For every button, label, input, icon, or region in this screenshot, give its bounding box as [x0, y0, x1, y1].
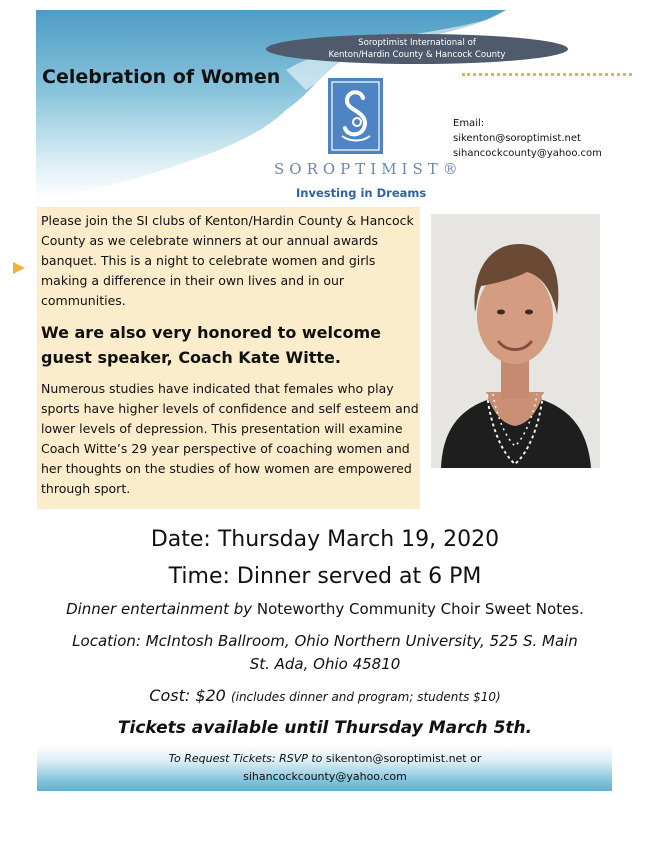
event-time: Time: Dinner served at 6 PM: [168, 564, 482, 589]
tickets-deadline: Tickets available until Thursday March 5th.: [117, 718, 533, 738]
email-address-1[interactable]: sikenton@soroptimist.net: [453, 133, 581, 144]
guest-speaker-heading: We are also very honored to welcome guest speaker, Coach Kate Witte.: [41, 323, 382, 367]
email-label: Email:: [453, 118, 485, 129]
location-line-2: St. Ada, Ohio 45810: [249, 655, 401, 673]
org-line-1: Soroptimist International of: [358, 38, 476, 48]
org-name-banner: [266, 34, 568, 64]
location-block: [0, 630, 650, 676]
location-line-1: Location: McIntosh Ballroom, Ohio Northern University, 525 S. Main: [72, 632, 578, 650]
page-title: Celebration of Women: [42, 66, 281, 88]
logo-wordmark: SOROPTIMIST®: [274, 160, 463, 178]
entertainment-value: Noteworthy Community Choir Sweet Notes.: [252, 600, 584, 618]
request-label: To Request Tickets: RSVP to: [168, 752, 323, 765]
studies-paragraph: Numerous studies have indicated that females who play sports have higher levels of confidence and self esteem and lower levels of depression. This presentation will examine Coach Witte’s 29 year perspective of coaching women and her thoughts on the studies of how women are empowered through sport.: [41, 381, 419, 496]
speaker-photo: [431, 214, 600, 468]
request-tickets-block: [0, 750, 650, 786]
email-contact-block: [453, 116, 602, 161]
arrow-bullet-icon: [13, 262, 25, 274]
org-line-2: Kenton/Hardin County & Hancock County: [328, 50, 506, 60]
request-contact-1[interactable]: sikenton@soroptimist.net or: [322, 752, 482, 765]
email-address-2[interactable]: sihancockcounty@yahoo.com: [453, 148, 602, 159]
dotted-divider: [462, 73, 632, 76]
cost-note: (includes dinner and program; students $10): [230, 690, 501, 704]
cost-line: [0, 686, 650, 705]
entertainment-line: [0, 600, 650, 618]
cost-main: Cost: $20: [149, 686, 231, 705]
logo-tagline: Investing in Dreams: [296, 186, 427, 200]
soroptimist-logo-icon: [328, 78, 383, 154]
entertainment-label: Dinner entertainment by: [66, 600, 253, 618]
intro-paragraph: Please join the SI clubs of Kenton/Hardin County & Hancock County as we celebrate winners at our annual awards banquet. This is a night to celebrate women and girls making a difference in their own lives and in our communities.: [41, 213, 414, 308]
event-date: Date: Thursday March 19, 2020: [150, 527, 500, 552]
request-contact-2[interactable]: sihancockcounty@yahoo.com: [243, 770, 407, 783]
